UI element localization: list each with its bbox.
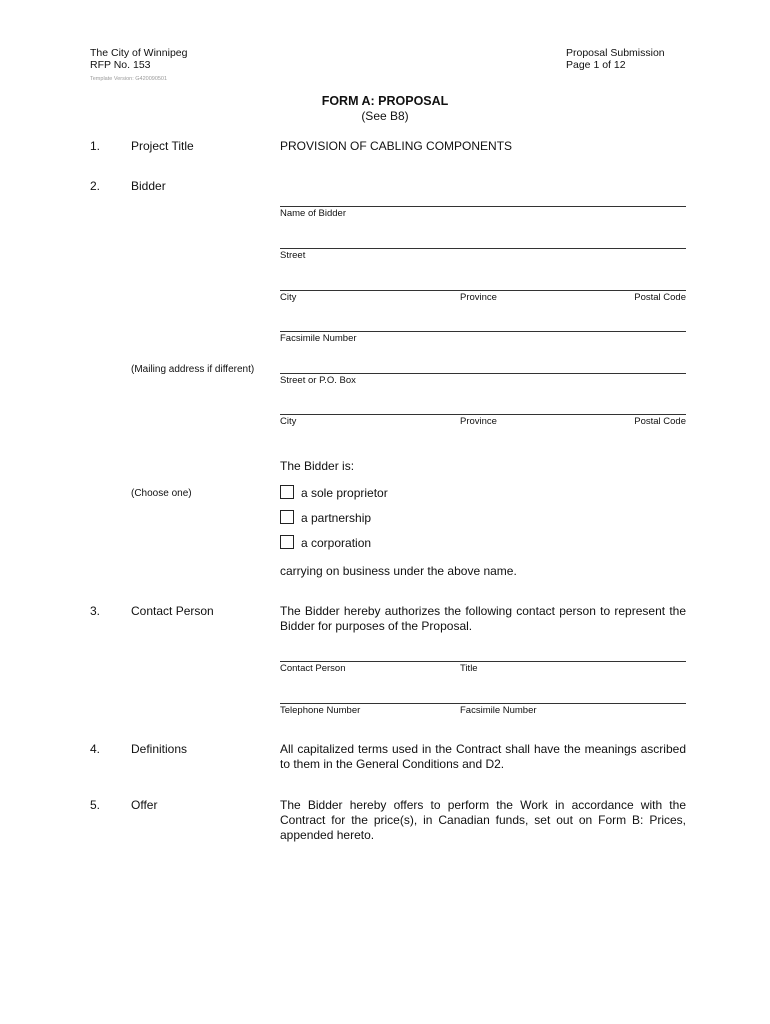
bidder-name-field[interactable] — [280, 206, 686, 207]
section-5-label: Offer — [131, 798, 158, 812]
contact-title-caption: Title — [460, 663, 478, 674]
bidder-is-label: The Bidder is: — [280, 459, 355, 473]
bidder-fax-field[interactable] — [280, 331, 686, 332]
mailing-city-province-postal-field[interactable] — [280, 414, 686, 415]
section-1-number: 1. — [90, 139, 101, 153]
choose-one-note: (Choose one) — [131, 488, 192, 499]
partnership-checkbox[interactable] — [280, 510, 294, 524]
template-version: Template Version: G420090501 — [90, 76, 168, 82]
mailing-street-field[interactable] — [280, 373, 686, 374]
city-caption: City — [280, 292, 297, 303]
telephone-caption: Telephone Number — [280, 705, 361, 716]
section-2-number: 2. — [90, 179, 101, 193]
form-title: FORM A: PROPOSAL — [321, 94, 449, 108]
contact-person-field[interactable] — [280, 661, 686, 662]
corporation-checkbox[interactable] — [280, 535, 294, 549]
section-2-label: Bidder — [131, 179, 166, 193]
form-subtitle: (See B8) — [361, 109, 409, 123]
corporation-label: a corporation — [301, 536, 372, 550]
mailing-city-caption: City — [280, 416, 297, 427]
section-5-number: 5. — [90, 798, 101, 812]
section-1-label: Project Title — [131, 139, 194, 153]
bidder-fax-caption: Facsimile Number — [280, 333, 357, 344]
mailing-province-caption: Province — [460, 416, 497, 427]
mailing-address-note: (Mailing address if different) — [131, 364, 255, 375]
project-title-value: PROVISION OF CABLING COMPONENTS — [280, 139, 513, 153]
rfp-number: RFP No. 153 — [90, 59, 151, 71]
city-province-postal-field[interactable] — [280, 290, 686, 291]
organization-name: The City of Winnipeg — [90, 47, 188, 59]
section-3-label: Contact Person — [131, 604, 214, 618]
page-number: Page 1 of 12 — [566, 59, 626, 71]
partnership-label: a partnership — [301, 511, 372, 525]
street-field[interactable] — [280, 248, 686, 249]
sole-proprietor-checkbox[interactable] — [280, 485, 294, 499]
bidder-name-caption: Name of Bidder — [280, 208, 347, 219]
street-caption: Street — [280, 250, 306, 261]
section-4-number: 4. — [90, 742, 101, 756]
mailing-street-caption: Street or P.O. Box — [280, 375, 356, 386]
mailing-postal-code-caption: Postal Code — [634, 416, 686, 427]
section-3-number: 3. — [90, 604, 101, 618]
sole-proprietor-label: a sole proprietor — [301, 486, 388, 500]
province-caption: Province — [460, 292, 497, 303]
contact-person-caption: Contact Person — [280, 663, 346, 674]
contact-fax-caption: Facsimile Number — [460, 705, 537, 716]
definitions-text: All capitalized terms used in the Contract shall have the meanings ascribed to them in the General Conditions and D2. — [280, 742, 686, 771]
contact-phone-fax-field[interactable] — [280, 703, 686, 704]
contact-authorization-text: The Bidder hereby authorizes the following contact person to represent the Bidder for purposes of the Proposal. — [280, 604, 686, 633]
submission-title: Proposal Submission — [566, 47, 665, 59]
carrying-on-text: carrying on business under the above name. — [280, 564, 517, 578]
postal-code-caption: Postal Code — [634, 292, 686, 303]
offer-text: The Bidder hereby offers to perform the Work in accordance with the Contract for the price(s), in Canadian funds, set out on Form B: Prices, appended hereto. — [280, 798, 686, 842]
section-4-label: Definitions — [131, 742, 188, 756]
